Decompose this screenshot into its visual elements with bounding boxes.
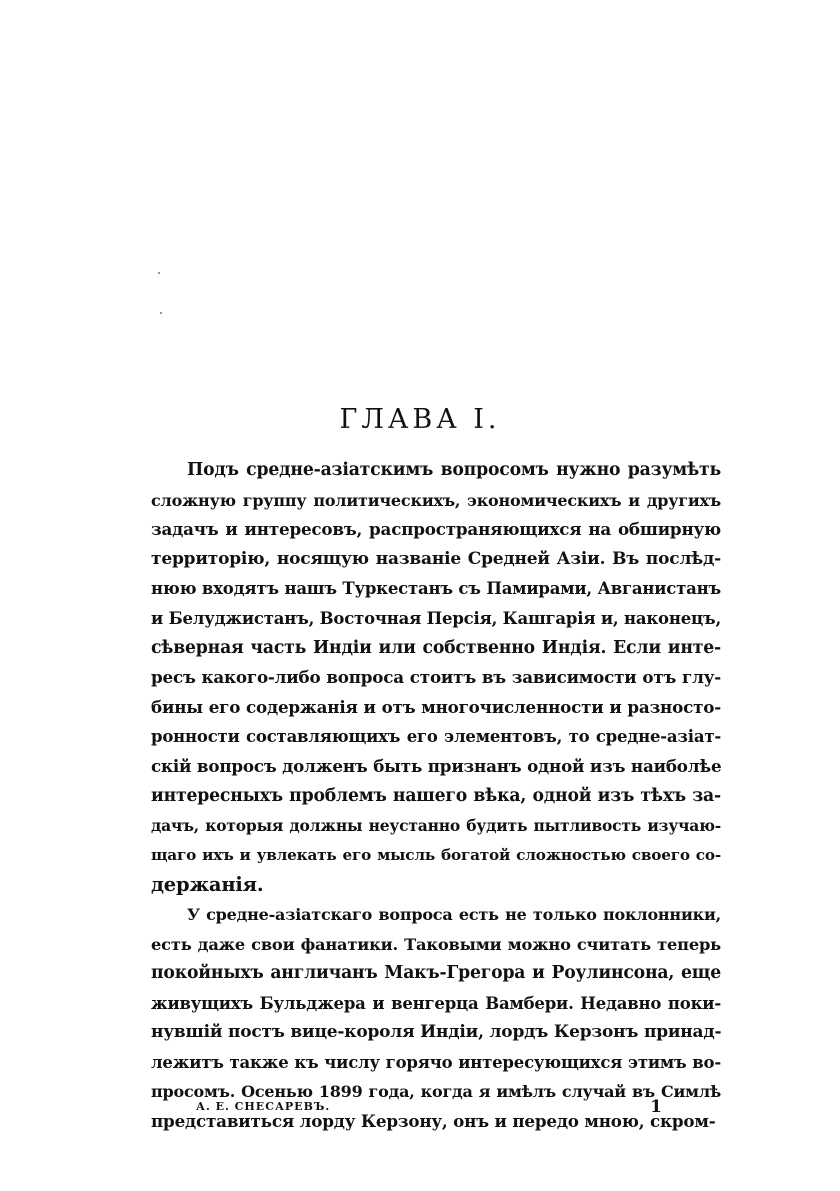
text-line: дачъ, которыя должны неустанно будить пытливость изучаю- <box>151 816 721 836</box>
text-line: есть даже свои фанатики. Таковыми можно считать теперь <box>151 934 721 954</box>
chapter-title: ГЛАВА I. <box>339 404 501 435</box>
text-line: скій вопросъ долженъ быть признанъ одной изъ наиболѣе <box>151 755 722 776</box>
text-line: бины его содержанія и отъ многочисленности и разносто- <box>151 696 721 717</box>
text-line: территорію, носящую названіе Средней Азіи. Въ послѣд- <box>151 548 721 569</box>
text-line: нувшій постъ вице-короля Индіи, лордъ Керзонъ принад- <box>151 1022 722 1043</box>
text-line: и Белуджистанъ, Восточная Персія, Кашгарія и, наконецъ, <box>151 608 722 628</box>
text-line: щаго ихъ и увлекать его мысль богатой сложностью своего со- <box>151 845 721 864</box>
text-line: ресъ какого-либо вопроса стоитъ въ зависимости отъ глу- <box>151 667 721 688</box>
text-line: нюю входятъ нашъ Туркестанъ съ Памирами, Авганистанъ <box>151 579 721 599</box>
body-text <box>151 456 721 1137</box>
text-line: живущихъ Бульджера и венгерца Вамбери. Недавно поки- <box>151 993 721 1013</box>
page-footer <box>196 1097 676 1119</box>
text-line: Подъ средне-азіатскимъ вопросомъ нужно разумѣть <box>187 460 721 480</box>
text-line: лежитъ также къ числу горячо интересующихся этимъ во- <box>151 1052 721 1072</box>
footer-signature: А. Е. СНЕСАРЕВЪ. <box>196 1100 331 1113</box>
text-line: просомъ. Осенью 1899 года, когда я имѣлъ случай въ Симлѣ <box>151 1082 721 1102</box>
text-line: покойныхъ англичанъ Макъ-Грегора и Роулинсона, еще <box>151 963 721 984</box>
text-line: У средне-азіатскаго вопроса есть не только поклонники, <box>187 904 721 924</box>
scan-speck <box>160 312 162 314</box>
text-line: представиться лорду Керзону, онъ и передо мною, скром- <box>151 1111 716 1132</box>
text-line: интересныхъ проблемъ нашего вѣка, одной изъ тѣхъ за- <box>151 785 721 806</box>
scan-speck <box>158 272 160 274</box>
text-line: ронности составляющихъ его элементовъ, то средне-азіат- <box>151 727 721 747</box>
text-line: сложную группу политическихъ, экономическихъ и другихъ <box>151 490 721 510</box>
text-line: держанія. <box>151 873 264 897</box>
page-number: 1 <box>650 1097 662 1117</box>
text-line: сѣверная часть Индіи или собственно Индія. Если инте- <box>151 637 721 658</box>
text-line: задачъ и интересовъ, распространяющихся на обширную <box>151 519 721 540</box>
